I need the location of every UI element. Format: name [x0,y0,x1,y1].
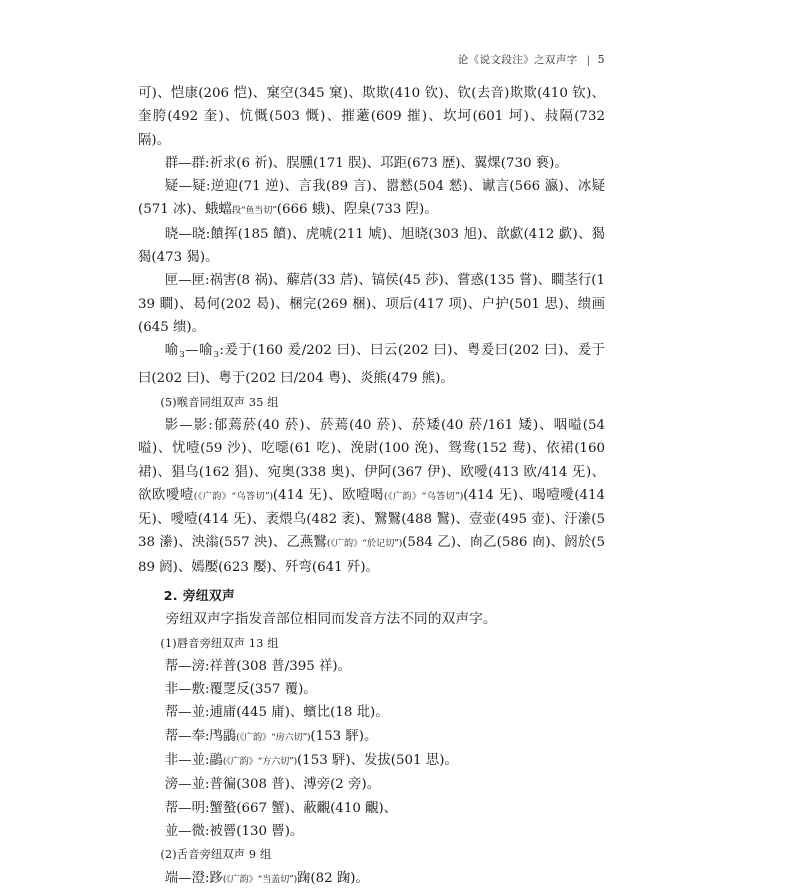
fanqie-annotation-row-fei-bing-text: (《广韵》“方六切”) [222,756,297,768]
row-duan-cheng-prefix: 端—澄:跢 [164,870,223,886]
running-head [138,52,605,67]
fanqie-annotation-row-bang-feng-text: (《广韵》“房六切”) [236,731,311,743]
paragraph-qun [138,152,605,175]
running-head-separator: | [586,54,591,66]
row-pang-bing: 滂—並:普徧(308 普)、溥旁(2 旁)。 [164,777,381,793]
yu-label-second: 喻 [198,343,213,359]
subheading-group-5 [138,391,605,414]
fanqie-annotation-ying-3: (《广韵》“於记切”) [326,538,403,550]
subheading-group-1: (1)唇音旁纽双声 13 组 [160,636,279,650]
paragraph-xia-text: 匣—匣:祸害(8 祸)、薢茩(33 茩)、镐侯(45 莎)、嘗惑(135 嘗)、瞷茎行(139 瞷)、曷何(202 曷)、梱完(269 梱)、项后(417 项)、户护(501 思)、缋画(645 缋)。 [138,273,605,335]
paragraph-yu: 喻$_3$—喻$_3$:爰于(160 爰/202 曰)、曰云(202 曰)、粤爰曰(202 曰)、爰于曰(202 曰)、粤于(202 曰/204 粤)、炎熊(479 熊)。 [138,343,605,387]
paragraph-ying-part-a: 影—影:郁蔫菸(40 菸)、菸蔫(40 菸)、菸矮(40 菸/161 矮)、咽嗌(54 嗌)、忧噎(59 沙)、吃噁(61 吃)、浼尉(100 浼)、鸳鸯(152 鸯)、依裙(160 裙)、猖乌(162 猖)、宛奥(338 奥)、伊阿(367 伊)、欧噯(413 欧/414 旡)、欲欧噯噎 [138,417,605,503]
paragraph-xiao-text: 晓—晓:饙挥(185 饙)、虎唬(211 虓)、旭晓(303 旭)、歆歔(412 歔)、猲猲(473 猲)。 [138,226,605,266]
section-2-statement: 旁纽双声字指发音部位相同而发音方法不同的双声字。 [165,611,497,628]
row-fei-fu: 非—敷:覆覂反(357 覆)。 [164,682,317,698]
paragraph-xi-continuation-text: 可)、恺康(206 恺)、窠空(345 窠)、欺欺(410 钦)、钦(去音)欺欺(410 钦)、奎胯(492 奎)、忼慨(503 慨)、摧藗(609 摧)、坎坷(601 坷)、敊隔(732 隔)。 [138,86,605,148]
paragraph-xiao [138,223,605,270]
row-duan-cheng-suffix: 踘(82 踘)。 [296,870,369,886]
paragraph-ying-part-d: (584 乙)、㕯乙(586 㕯)、阏於(589 阏)、嫣嬮(623 嬮)、歼弯(641 歼)。 [138,535,605,575]
fanqie-annotation-duan-cheng: (《广韵》“当盖切”) [222,873,297,885]
paragraph-xia [138,269,605,339]
subheading-group-2: (2)舌音旁纽双声 9 组 [160,848,272,862]
running-head-title: 论《说文段注》之双声字 [457,54,578,66]
paragraph-ying-part-c: (414 旡)、喝噎噯(414 旡)、噯噎(414 旡)、袤煨乌(482 袤)、鷖鷖(488 鷖)、壹壶(495 壶)、汙潫(538 潫)、泱滃(557 泱)、乙燕鷖 [138,487,606,551]
row-bang-feng [138,725,605,749]
paragraph-xi-continuation [138,82,605,152]
row-bang-ming: 帮—明:蟹螯(667 蟹)、蔽覼(410 覼)、 [164,800,398,816]
fanqie-annotation-yi: 段“鱼当切” [231,205,277,217]
paragraph-yu-text: 爰于(160 爰/202 曰)、曰云(202 曰)、粤爰曰(202 曰)、爰于曰(202 曰)、粤于(202 曰/204 粤)、炎熊(479 熊)。 [138,343,605,387]
row-bing-wei: 並—微:被罾(130 罾)。 [164,823,304,839]
paragraph-ying [138,414,605,579]
subheading-group-5-text: (5)喉音同组双声 35 组 [160,395,279,409]
paragraph-yi-text: 疑—疑:逆迎(71 逆)、言我(89 言)、嚣憖(504 憖)、谳言(566 瀛)、冰疑(571 冰)、蛾蟷 [138,179,605,218]
yu-label-first: 喻 [164,343,179,359]
fanqie-annotation-ying-1: (《广韵》“乌答切”) [193,490,273,502]
paragraph-qun-text: 群—群:祈求(6 祈)、脵臐(171 脵)、邛距(673 歴)、翼㷄(730 䙝)。 [164,155,568,171]
page-number: 5 [597,53,605,66]
row-fei-bing [138,749,605,773]
yu-subscript-second: 3 [213,350,219,361]
paragraph-yi [138,175,605,223]
row-bang-pang: 帮—滂:祥普(308 普/395 祥)。 [164,658,352,674]
row-bang-bing: 帮—並:逋庯(445 庯)、蠙比(18 玭)。 [164,705,389,721]
row-duan-cheng [138,867,605,891]
paragraph-yi-continuation: (666 蛾)、隉臬(733 隉)。 [276,202,438,218]
section-heading-2: 2. 旁纽双声 [163,588,236,604]
row-fei-bing-text: 非—並:鶝(《广韵》“方六切”)(153 駍)、发拔(501 思)。 [164,753,458,769]
body-text [138,82,605,891]
yu-subscript-first: 3 [179,350,185,361]
row-bang-feng-text: 帮—奉:鸤鶝(《广韵》“房六切”)(153 駍)。 [164,728,378,744]
fanqie-annotation-ying-2: (《广韵》“乌答切”) [384,490,464,502]
paragraph-ying-part-b: (414 旡)、欧噎喝 [272,487,385,503]
